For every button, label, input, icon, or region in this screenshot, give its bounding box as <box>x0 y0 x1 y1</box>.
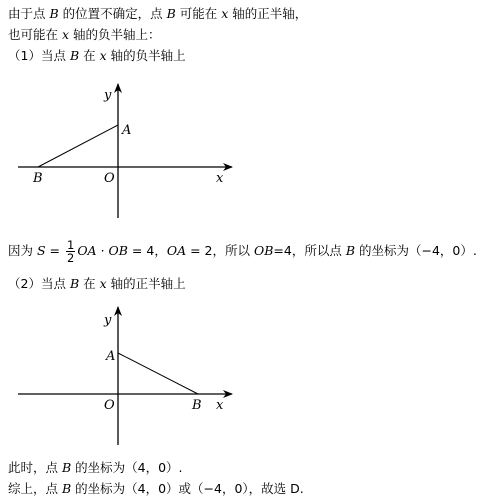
text: 综上，点 <box>8 481 62 496</box>
intro-line-1 <box>8 6 307 22</box>
point-b: B <box>61 481 72 496</box>
point-b: B <box>69 48 80 63</box>
point-b: B <box>69 276 80 291</box>
fraction-denominator: 2 <box>66 251 75 265</box>
point-b: B <box>61 460 72 475</box>
axis-x: x <box>221 6 229 21</box>
x-label: x <box>216 171 224 186</box>
segment-ob: OB <box>108 243 128 258</box>
text: 的坐标为（−4，0）. <box>355 243 477 258</box>
axis-x: x <box>99 276 107 291</box>
case1-heading <box>8 48 186 64</box>
text: · <box>96 243 109 258</box>
segment-ab <box>38 125 118 167</box>
origin-label: O <box>104 398 115 413</box>
a-label: A <box>106 349 116 364</box>
text: 轴的正半轴， <box>228 6 308 21</box>
text: 也可能在 <box>8 27 62 42</box>
text: 因为 <box>8 243 37 258</box>
axis-x: x <box>61 27 70 42</box>
text: 轴的负半轴上 <box>106 48 186 63</box>
point-b: B <box>166 6 176 21</box>
segment-oa: OA <box>77 243 97 258</box>
b-label: B <box>33 171 43 186</box>
text: =4，所以点 <box>273 243 346 258</box>
axis-x: x <box>99 48 107 63</box>
fraction <box>66 239 75 264</box>
case2-heading <box>8 276 186 292</box>
text: （1）当点 <box>8 48 70 63</box>
point-b: B <box>49 6 59 21</box>
area-s: S <box>36 243 46 258</box>
text: （2）当点 <box>8 276 70 291</box>
text: 此时，点 <box>8 460 62 475</box>
point-b: B <box>345 243 355 258</box>
text: 轴的正半轴上 <box>106 276 186 291</box>
text: 的坐标为（4，0）或（−4，0），故选 D. <box>71 481 304 496</box>
text: = 2，所以 <box>186 243 254 258</box>
text: 在 <box>79 276 100 291</box>
segment-ob: OB <box>253 243 274 258</box>
y-label: y <box>104 88 112 103</box>
figure-1 <box>0 80 490 225</box>
a-label: A <box>122 123 132 138</box>
calc-line <box>8 236 477 266</box>
x-label: x <box>216 398 224 413</box>
intro-line-2 <box>8 27 161 43</box>
origin-label: O <box>104 171 115 186</box>
result-line-2 <box>8 481 304 497</box>
text: 的坐标为（4，0）. <box>71 460 183 475</box>
text: 可能在 <box>175 6 222 21</box>
b-label: B <box>192 398 202 413</box>
segment-oa: OA <box>166 243 187 258</box>
fraction-numerator: 1 <box>66 238 75 252</box>
text: 轴的负半轴上： <box>69 27 161 42</box>
result-line-1 <box>8 460 183 476</box>
text: = <box>45 243 64 258</box>
text: = 4， <box>127 243 167 258</box>
text: 的位置不确定，点 <box>58 6 167 21</box>
text: 在 <box>79 48 100 63</box>
text: 由于点 <box>8 6 50 21</box>
figure-2 <box>0 303 490 448</box>
segment-ab <box>118 353 198 394</box>
y-label: y <box>104 313 112 328</box>
